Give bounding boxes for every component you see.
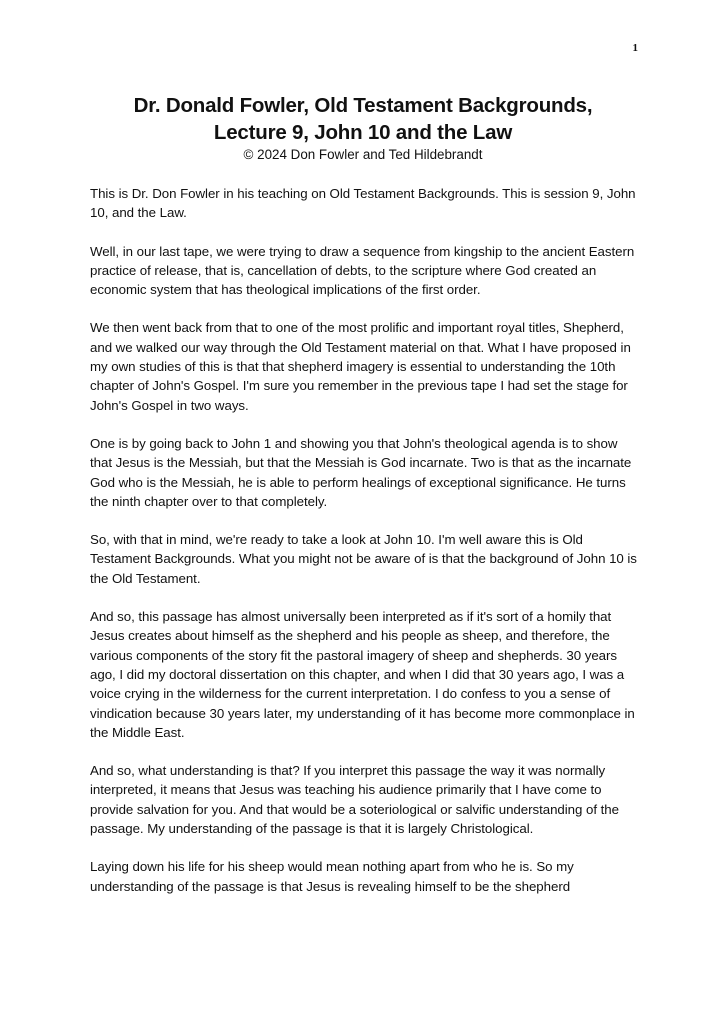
paragraph-8: Laying down his life for his sheep would mean nothing apart from who he is. So my understanding of the passage is that Jesus is revealing himself to be the shepherd — [90, 859, 574, 894]
paragraph-3: We then went back from that to one of the most prolific and important royal titles, Shepherd, and we walked our way through the Old Testament material on that. What I have proposed in my own studies of this is that that shepherd imagery is essential to understanding the 10th chapter of John's Gospel. I'm sure you remember in the previous tape I had set the stage for John's Gospel in two ways. — [90, 320, 631, 413]
document-title-line-1: Dr. Donald Fowler, Old Testament Backgrounds, — [133, 94, 593, 117]
page-number: 1 — [632, 42, 638, 54]
paragraph-4: One is by going back to John 1 and showing you that John's theological agenda is to show that Jesus is the Messiah, but that the Messiah is God incarnate. Two is that as the incarnate God who is the Messiah, he is able to perform healings of exceptional significance. He turns the ninth chapter over to that completely. — [90, 435, 632, 509]
paragraph-2: Well, in our last tape, we were trying to draw a sequence from kingship to the ancient Eastern practice of release, that is, cancellation of debts, to the scripture where God created an economic system that has theological implications of the first order. — [90, 243, 635, 298]
paragraph-6: And so, this passage has almost universally been interpreted as if it's sort of a homily that Jesus creates about himself as the shepherd and his people as sheep, and therefore, the various components of the story fit the pastoral imagery of sheep and shepherds. 30 years ago, I did my doctoral dissertation on this chapter, and when I did that 30 years ago, I was a voice crying in the wilderness for the current interpretation. I do confess to you a sense of vindication because 30 years later, my understanding of it has become more commonplace in the Middle East. — [90, 609, 635, 740]
paragraph-7: And so, what understanding is that? If you interpret this passage the way it was normally interpreted, it means that Jesus was teaching his audience primarily that I have come to provide salvation for you. And that would be a soteriological or salvific understanding of the passage. My understanding of the passage is that it is largely Christological. — [90, 763, 619, 837]
document-header — [90, 92, 636, 164]
document-body — [90, 184, 638, 915]
copyright-notice: © 2024 Don Fowler and Ted Hildebrandt — [243, 147, 483, 162]
paragraph-5: So, with that in mind, we're ready to take a look at John 10. I'm well aware this is Old Testament Backgrounds. What you might not be aware of is that the background of John 10 is the Old Testament. — [90, 532, 637, 586]
document-title-line-2: Lecture 9, John 10 and the Law — [213, 121, 513, 144]
paragraph-1: This is Dr. Don Fowler in his teaching on Old Testament Backgrounds. This is session 9, John 10, and the Law. — [90, 186, 636, 221]
